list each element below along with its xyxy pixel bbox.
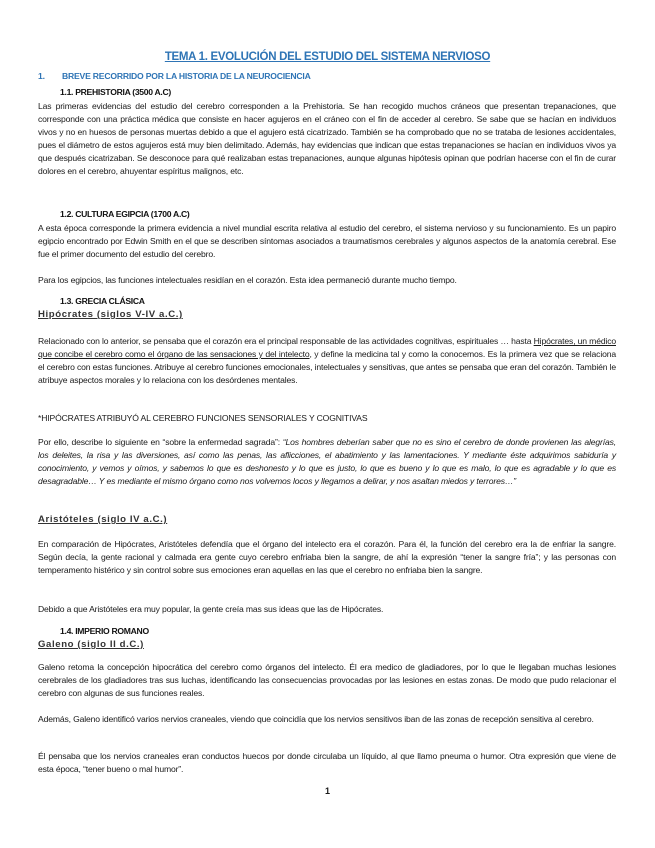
paragraph-aristoteles-2: Debido a que Aristóteles era muy popular, la gente creía mas sus ideas que las de Hipócrates. (38, 604, 384, 614)
hipocrates-text-1: Relacionado con lo anterior, se pensaba que el corazón era el principal responsable de las actividades cognitivas, espirituales … hasta (38, 336, 534, 346)
paragraph-galeno-1: Galeno retoma la concepción hipocrática del cerebro como órganos del intelecto. Él era medico de gladiadores, por lo que le llegaban muchas lesiones cerebrales de los gladiadores tras sus luchas, identificando las consecuencias provocadas por las lesiones en estas zonas. De modo que pudo relacionar el cerebro con algunas de sus funciones reales. (38, 662, 616, 699)
paragraph-galeno-3: Él pensaba que los nervios craneales eran conductos huecos por donde circulaba un líquido, al que llamo pneuma o humor. Otra expresión que viene de esta época, “tener bueno o mal humor”. (38, 751, 616, 775)
paragraph-prehistoria: Las primeras evidencias del estudio del cerebro corresponden a la Prehistoria. Se han recogido muchos cráneos que presentan trepanaciones, que corresponde con una práctica médica que consiste en hacer agujeros en el cráneo con el fin de acceder al cerebro. Se sabe que se hacían en individuos vivos y no en huesos de personas muertas debido a que el agujero está cicatrizado. También se ha comprobado que no se trataba de lesiones accidentales, pues el diámetro de estos agujeros está muy bien delimitado. Además, hay evidencias que indican que estas trepanaciones se hacían en individuos vivos ya que después cicatrizaban. Se desconoce para qué realizaban estas trepanaciones, aunque algunas hipótesis opinan que podrían hacerse con el fin de curar dolores en el cerebro, ahuyentar espíritus malignos, etc. (38, 101, 616, 177)
subheading-roma: 1.4. IMPERIO ROMANO (60, 626, 149, 636)
hipocrates-text-2: , y define la medicina tal y como la conocemos. Es la primera vez que se relaciona el cerebro con estas funciones. Atribuye al cerebro funciones emocionales, intelectuales y sensitivas, que antes se pensaba que eran del corazón. También le atribuye aspectos morales y lo relaciona con los desórdenes mentales. (38, 349, 616, 386)
paragraph-egipto-1: A esta época corresponde la primera evidencia a nivel mundial escrita relativa al estudio del cerebro, el sistema nervioso y su funcionamiento. Es un papiro egipcio encontrado por Edwin Smith en el que se describen síntomas asociados a traumatismos cerebrales y algunos aspectos de la anatomía cerebral. Ese fue el primer documento del estudio del cerebro. (38, 223, 616, 260)
paragraph-hipocrates (38, 335, 616, 387)
quote-intro: Por ello, describe lo siguiente en “sobre la enfermedad sagrada”: (38, 437, 283, 447)
subheading-egipto: 1.2. CULTURA EGIPCIA (1700 A.C) (60, 209, 190, 219)
section-title: BREVE RECORRIDO POR LA HISTORIA DE LA NEUROCIENCIA (62, 71, 311, 81)
quote-text: “Los hombres deberían saber que no es sino el cerebro de donde provienen las alegrías, los deleites, la risa y las diversiones, así como las penas, las aflicciones, el abatimiento y las lamentaciones. Y mediante éste adquirimos sabiduría y conocimiento, y vemos y oímos, y sabemos lo que es deshonesto y lo que es justo, lo que es bueno y lo que es malo, lo que es agradable y lo que es desagradable… Y es mediante el mismo órgano como nos volvemos locos y llegamos a delirar, y nos asaltan miedos y terrores…” (38, 437, 616, 487)
document-title: TEMA 1. EVOLUCIÓN DEL ESTUDIO DEL SISTEMA NERVIOSO (164, 51, 491, 63)
paragraph-aristoteles-1: En comparación de Hipócrates, Aristóteles defendía que el órgano del intelecto era el corazón. Para él, la función del cerebro era la de enfriar la sangre. Según decía, la gente racional y calmada era gente cuyo cerebro enfriaba bien la sangre, de ahí la expresión “tener la sangre fría”; y las personas con temperamento histérico y sin control sobre sus emociones eran aquellas en las que el cerebro no enfriaba bien la sangre. (38, 539, 616, 576)
section-heading (38, 71, 311, 81)
page-number: 1 (324, 786, 330, 796)
subheading-prehistoria: 1.1. PREHISTORIA (3500 A.C) (60, 87, 171, 97)
heading-hipocrates: Hipócrates (siglos V-IV a.C.) (38, 309, 183, 320)
paragraph-quote (38, 436, 616, 488)
note-hipocrates: *HIPÓCRATES ATRIBUYÓ AL CEREBRO FUNCIONES SENSORIALES Y COGNITIVAS (38, 413, 368, 423)
subheading-grecia: 1.3. GRECIA CLÁSICA (60, 296, 145, 306)
paragraph-galeno-2: Además, Galeno identificó varios nervios craneales, viendo que coincidía que los nervios sensitivos iban de las zonas de recepción sensitiva al cerebro. (38, 714, 594, 724)
hipocrates-underlined-text: Hipócrates, un médico que concibe el cerebro como el órgano de las sensaciones y del intelecto (38, 336, 616, 360)
paragraph-egipto-2: Para los egipcios, las funciones intelectuales residían en el corazón. Esta idea permaneció durante mucho tiempo. (38, 275, 457, 285)
heading-galeno: Galeno (siglo II d.C.) (38, 639, 144, 650)
section-number: 1. (38, 71, 45, 81)
heading-aristoteles: Aristóteles (siglo IV a.C.) (38, 514, 168, 525)
